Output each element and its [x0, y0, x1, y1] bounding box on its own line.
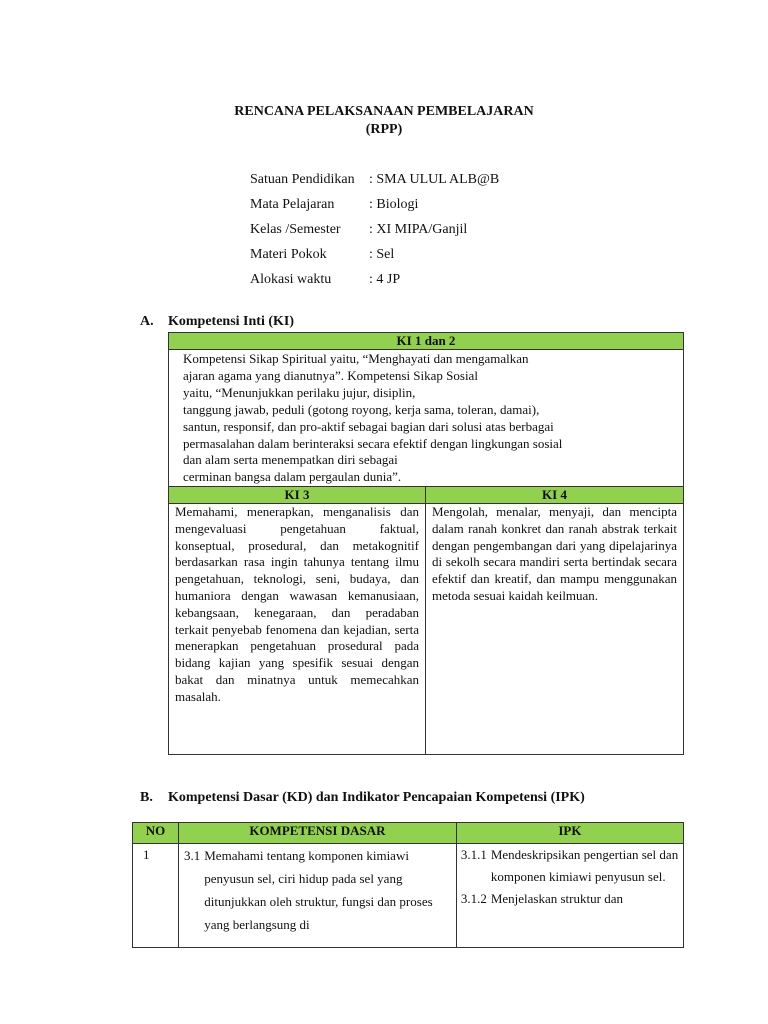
section-title: Kompetensi Dasar (KD) dan Indikator Pencapaian Kompetensi (IPK) [168, 790, 585, 805]
section-letter: B. [140, 790, 153, 805]
ki-3-body: Memahami, menerapkan, menganalisis dan mengevaluasi pengetahuan faktual, konseptual, prosedural, dan metakognitif berdasarkan rasa ingin tahunya tentang ilmu pengetahuan, teknologi, seni, budaya, dan humaniora dengan wawasan kemanusiaan, kebangsaan, kenegaraan, dan peradaban terkait penyebab fenomena dan kejadian, serta menerapkan pengetahuan prosedural pada bidang kajian yang spesifik sesuai dengan bakat dan minatnya untuk memecahkan masalah. [175, 504, 419, 704]
table-row [133, 844, 684, 948]
ki-4-body: Mengolah, menalar, menyaji, dan mencipta dalam ranah konkret dan ranah abstrak terkait dengan pengembangan dari yang dipelajarinya di sekolh secara mandiri serta bertindak secara efektif dan kreatif, dan mampu menggunakan metoda sesuai kaidah keilmuan. [432, 504, 677, 603]
ki-3-4-row [169, 487, 683, 754]
identity-value: : Biologi [369, 197, 419, 212]
ki-3-column [169, 487, 426, 754]
ki-1-2-line: santun, responsif, dan pro-aktif sebagai bagian dari solusi atas berbagai [183, 418, 554, 434]
kd-text: Memahami tentang komponen kimiawi penyusun sel, ciri hidup pada sel yang ditunjukkan oleh struktur, fungsi dan proses yang berlangsung di [204, 848, 433, 932]
ki-1-2-line: dan alam serta menempatkan diri sebagai [183, 452, 398, 468]
identity-label: Mata Pelajaran [250, 197, 335, 212]
ki-1-2-line: ajaran agama yang dianutnya”. Kompetensi Sikap Sosial [183, 367, 478, 383]
ipk-number: 3.1.2 [460, 891, 487, 906]
ki-1-2-line: yaitu, “Menunjukkan perilaku jujur, disiplin, [183, 384, 416, 400]
ki-1-2-header: KI 1 dan 2 [169, 333, 683, 350]
ki-4-column [426, 487, 683, 754]
document-subtitle: (RPP) [365, 122, 403, 137]
identity-label: Satuan Pendidikan [250, 172, 355, 187]
column-header-no: NO [133, 823, 179, 844]
section-b-heading [140, 790, 585, 806]
identity-value: : XI MIPA/Ganjil [369, 222, 468, 237]
ki-1-2-line: tanggung jawab, peduli (gotong royong, kerja sama, toleran, damai), [183, 401, 540, 417]
ki-1-2-line: Kompetensi Sikap Spiritual yaitu, “Menghayati dan mengamalkan [183, 351, 529, 366]
identity-label: Materi Pokok [250, 247, 327, 262]
column-header-kd: KOMPETENSI DASAR [179, 823, 457, 844]
ki-1-2-line: permasalahan dalam berinteraksi secara efektif dengan lingkungan sosial [183, 435, 563, 451]
kd-ipk-table [132, 822, 684, 948]
identity-value: : 4 JP [369, 272, 401, 287]
ipk-cell [456, 844, 683, 948]
identity-value: : Sel [369, 247, 395, 262]
identity-label: Alokasi waktu [250, 272, 332, 287]
ipk-item [457, 888, 683, 910]
kd-item [179, 844, 456, 936]
ki-table [168, 332, 684, 755]
ki-1-2-line: cerminan bangsa dalam pergaulan dunia”. [183, 469, 402, 485]
row-number: 1 [133, 844, 179, 948]
section-a-heading [140, 314, 294, 330]
ipk-text: Menjelaskan struktur dan [490, 891, 623, 906]
section-title: Kompetensi Inti (KI) [168, 314, 294, 329]
identity-value: : SMA ULUL ALB@B [369, 172, 500, 187]
ki-3-header: KI 3 [169, 487, 425, 504]
identity-label: Kelas /Semester [250, 222, 341, 237]
ipk-item [457, 844, 683, 888]
ki-1-2-body [169, 350, 683, 487]
section-letter: A. [140, 314, 154, 329]
kd-number: 3.1 [184, 848, 201, 863]
column-header-ipk: IPK [456, 823, 683, 844]
document-title: RENCANA PELAKSANAAN PEMBELAJARAN [234, 104, 534, 119]
ipk-number: 3.1.1 [460, 847, 487, 862]
ipk-text: Mendeskripsikan pengertian sel dan komponen kimiawi penyusun sel. [490, 847, 679, 884]
kd-cell [179, 844, 457, 948]
ki-4-header: KI 4 [426, 487, 683, 504]
